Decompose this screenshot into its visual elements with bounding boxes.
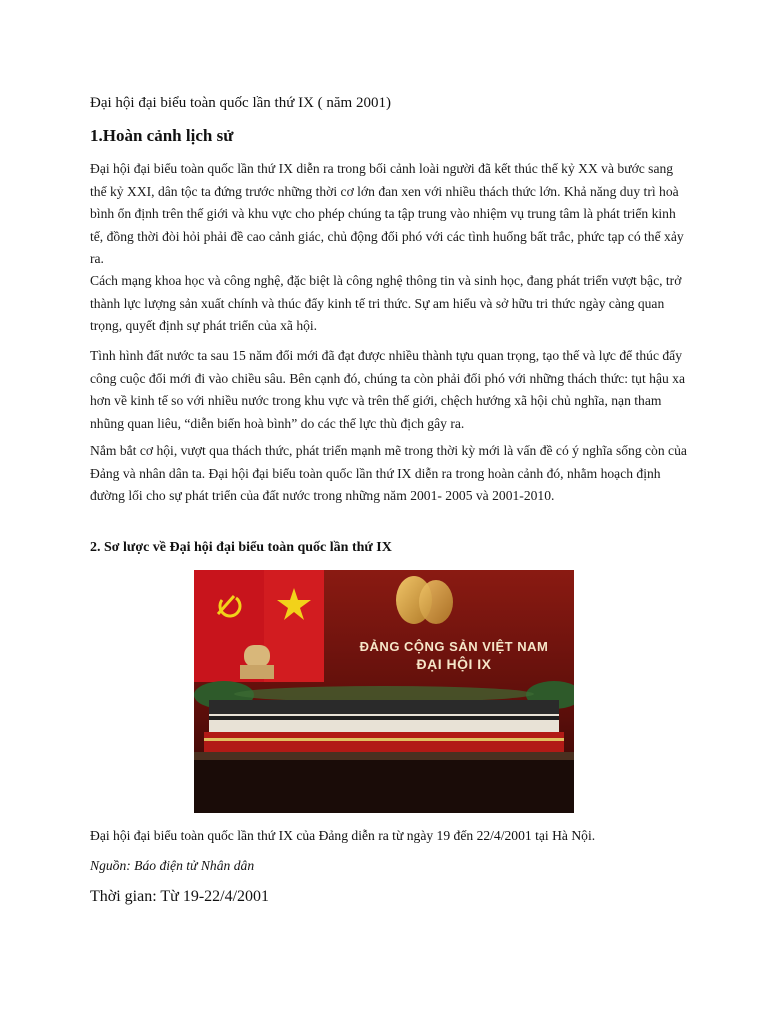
photo-source: Nguồn: Báo điện tử Nhân dân [90,858,255,873]
paragraph-4: Nắm bắt cơ hội, vượt qua thách thức, phát triển mạnh mẽ trong thời kỳ mới là vấn đề có ý nghĩa sống còn của Đảng và nhân dân ta. Đại hội đại biểu toàn quốc lần thứ IX diễn ra trong hoàn cảnh đó, nhằm hoạch định đường lối cho sự phát triển của đất nước trong những năm 2001- 2005 và 2001-2010. [90,443,687,503]
section-2-heading: 2. Sơ lược về Đại hội đại biểu toàn quốc lần thứ IX [90,540,392,555]
congress-photo-illustration [194,570,574,813]
event-time: Thời gian: Từ 19-22/4/2001 [90,888,270,905]
banner-party-name: ĐẢNG CỘNG SẢN VIỆT NAM [359,639,549,654]
bust-statue [244,645,270,667]
document-title: Đại hội đại biểu toàn quốc lần thứ IX ( năm 2001) [90,95,391,111]
congress-photo [194,570,574,813]
photo-caption: Đại hội đại biểu toàn quốc lần thứ IX của Đảng diễn ra từ ngày 19 đến 22/4/2001 tại Hà Nội. [90,828,596,843]
audience [194,752,574,813]
paragraph-2: Cách mạng khoa học và công nghệ, đặc biệt là công nghệ thông tin và sinh học, đang phát triển vượt bậc, trở thành lực lượng sản xuất chính và thúc đẩy kinh tế tri thức. Sự am hiểu và sở hữu tri thức ngày càng quan trọng, quyết định sự phát triển của xã hội. [90,273,682,333]
banner-congress-name: ĐẠI HỘI IX [416,656,492,672]
delegates-on-stage [204,700,564,752]
section-1-heading: 1.Hoàn cảnh lịch sử [90,126,234,145]
paragraph-3: Tình hình đất nước ta sau 15 năm đổi mới đã đạt được nhiều thành tựu quan trọng, tạo thế và lực để thúc đẩy công cuộc đổi mới đi vào chiều sâu. Bên cạnh đó, chúng ta còn phải đối phó với những thách thức: tụt hậu xa hơn về kinh tế so với nhiều nước trong khu vực và trên thế giới, chệch hướng xã hội chủ nghĩa, nạn tham nhũng quan liêu, “diễn biến hoà bình” do các thế lực thù địch gây ra. [90,348,686,431]
paragraph-1: Đại hội đại biểu toàn quốc lần thứ IX diễn ra trong bối cảnh loài người đã kết thúc thế kỷ XX và bước sang thế kỷ XXI, dân tộc ta đứng trước những thời cơ lớn đan xen với nhiều thách thức lớn. Khả năng duy trì hoà bình ổn định trên thế giới và khu vực cho phép chúng ta tập trung vào nhiệm vụ trung tâm là phát triển kinh tế, đồng thời đòi hỏi phải đề cao cảnh giác, chủ động đối phó với các tình huống bất trắc, phức tạp có thể xảy ra. [90,161,684,266]
